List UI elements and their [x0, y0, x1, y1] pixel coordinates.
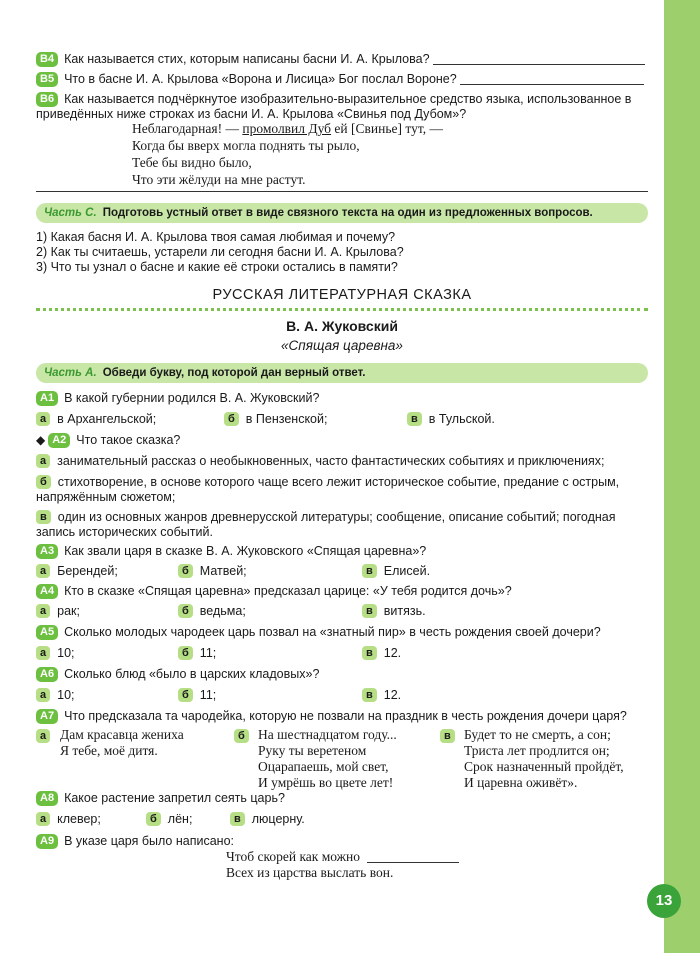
option-c-line1: Будет то не смерть, а сон; — [464, 727, 611, 742]
part-instruction: Подготовь устный ответ в виде связного текста на один из предложенных вопросов. — [102, 207, 593, 219]
option-a[interactable] — [36, 453, 604, 469]
option-text: рак; — [57, 604, 80, 618]
option-b[interactable] — [146, 811, 192, 827]
question-text: Как называется подчёркнутое изобразительно-выразительное средство языка, использованное в — [64, 92, 632, 106]
part-label: Часть С. — [44, 207, 97, 219]
option-text: Елисей. — [383, 564, 431, 578]
part-c-item-3: 3) Что ты узнал о басне и какие её строки остались в памяти? — [36, 260, 398, 274]
option-b-line3: Оцарапаешь, мой свет, — [258, 759, 389, 774]
option-letter: в — [440, 729, 455, 743]
question-badge: А6 — [36, 667, 58, 682]
option-letter: в — [362, 604, 377, 618]
question-a7 — [36, 708, 627, 724]
option-b[interactable] — [178, 687, 216, 703]
option-letter: б — [224, 412, 239, 426]
question-text: Что такое сказка? — [76, 433, 181, 447]
option-letter: б — [178, 604, 193, 618]
option-letter: в — [230, 812, 245, 826]
option-a[interactable] — [36, 687, 75, 703]
answer-line[interactable] — [367, 862, 459, 863]
option-b[interactable] — [178, 603, 246, 619]
question-a6 — [36, 666, 319, 682]
question-badge: А1 — [36, 391, 58, 406]
poem-text: Неблагодарная! — — [132, 121, 243, 136]
part-label: Часть А. — [44, 367, 97, 379]
option-a-line1: Дам красавца жениха — [60, 727, 184, 742]
option-letter: а — [36, 729, 50, 743]
option-letter: б — [178, 688, 193, 702]
option-letter: в — [362, 564, 377, 578]
section-title: РУССКАЯ ЛИТЕРАТУРНАЯ СКАЗКА — [212, 287, 472, 303]
question-badge: А7 — [36, 709, 58, 724]
question-b6-line2: приведённых ниже строках из басни И. А. Крылова «Свинья под Дубом»? — [36, 107, 467, 121]
option-text: один из основных жанров древнерусской литературы; сообщение, описание событий; погодная — [57, 510, 616, 524]
question-text: В какой губернии родился В. А. Жуковский? — [64, 391, 320, 405]
question-text: Какое растение запретил сеять царь? — [64, 791, 285, 805]
part-c-item-2: 2) Как ты считаешь, устарели ли сегодня басни И. А. Крылова? — [36, 245, 404, 259]
question-badge: А5 — [36, 625, 58, 640]
option-a[interactable] — [36, 645, 75, 661]
option-letter: а — [36, 454, 50, 468]
option-text: клевер; — [57, 812, 101, 826]
question-a8 — [36, 790, 285, 806]
option-c[interactable] — [36, 509, 616, 525]
option-c[interactable] — [230, 811, 305, 827]
option-letter: б — [178, 564, 193, 578]
option-b[interactable] — [36, 474, 619, 490]
question-badge: B5 — [36, 72, 58, 87]
question-a5 — [36, 624, 601, 640]
option-text: люцерну. — [251, 812, 305, 826]
question-badge: А4 — [36, 584, 58, 599]
option-text: ведьма; — [199, 604, 246, 618]
option-letter: в — [36, 510, 51, 524]
question-badge: А9 — [36, 834, 58, 849]
option-letter: а — [36, 412, 50, 426]
option-b-line4: И умрёшь во цвете лет! — [258, 775, 394, 790]
option-letter: а — [36, 812, 50, 826]
option-c[interactable] — [362, 645, 401, 661]
option-text: 11; — [199, 688, 217, 702]
decree-line-1 — [226, 848, 459, 865]
option-text: 10; — [57, 688, 75, 702]
option-letter: в — [362, 646, 377, 660]
option-c-line2: запись исторических событий. — [36, 525, 213, 539]
option-text: Матвей; — [199, 564, 247, 578]
option-text: 12. — [383, 646, 402, 660]
poem-line-4: Что эти жёлуди на мне растут. — [132, 172, 306, 187]
question-b4 — [36, 51, 645, 67]
option-letter: а — [36, 564, 50, 578]
question-badge: B6 — [36, 92, 58, 107]
option-b-line2: напряжённым сюжетом; — [36, 490, 176, 504]
question-a2 — [36, 432, 180, 448]
option-text: в Тульской. — [428, 412, 495, 426]
option-a[interactable] — [36, 727, 57, 745]
part-a-strip — [36, 363, 648, 383]
option-letter: б — [178, 646, 193, 660]
option-b[interactable] — [234, 727, 256, 745]
question-text: Как звали царя в сказке В. А. Жуковского «Спящая царевна»? — [64, 544, 427, 558]
question-a9 — [36, 833, 234, 849]
option-c-line3: Срок назначенный пройдёт, — [464, 759, 624, 774]
author-name: В. А. Жуковский — [286, 318, 398, 334]
question-badge: А8 — [36, 791, 58, 806]
option-text: стихотворение, в основе которого чаще всего лежит историческое событие, предание с острым, — [57, 475, 620, 489]
poem-line-1 — [132, 120, 443, 137]
option-a-line2: Я тебе, моё дитя. — [60, 743, 158, 758]
option-text: лён; — [167, 812, 193, 826]
question-badge: А2 — [48, 433, 70, 448]
poem-text: ей [Свинье] тут, — — [331, 121, 443, 136]
option-letter: б — [36, 475, 51, 489]
question-a3 — [36, 543, 426, 559]
answer-line[interactable] — [460, 84, 644, 85]
option-b[interactable] — [224, 411, 327, 427]
question-text: Сколько молодых чародеек царь позвал на «знатный пир» в честь рождения своей дочери? — [64, 625, 601, 639]
option-text: в Пензенской; — [245, 412, 328, 426]
diamond-icon: ◆ — [36, 433, 46, 447]
question-text: Как называется стих, которым написаны басни И. А. Крылова? — [64, 52, 430, 66]
option-text: в Архангельской; — [57, 412, 157, 426]
option-c-line4: И царевна оживёт». — [464, 775, 578, 790]
question-badge: B4 — [36, 52, 58, 67]
answer-line[interactable] — [433, 64, 645, 65]
poem-line-2: Когда бы вверх могла поднять ты рыло, — [132, 138, 360, 153]
option-c[interactable] — [440, 727, 462, 745]
option-letter: а — [36, 604, 50, 618]
part-c-strip — [36, 203, 648, 223]
option-b-line2: Руку ты веретеном — [258, 743, 367, 758]
question-text: Что в басне И. А. Крылова «Ворона и Лисица» Бог послал Вороне? — [64, 72, 457, 86]
option-text: занимательный рассказ о необыкновенных, часто фантастических событиях и приключениях; — [57, 454, 605, 468]
option-b-line1: На шестнадцатом году... — [258, 727, 397, 742]
work-title: «Спящая царевна» — [281, 338, 403, 353]
part-instruction: Обведи букву, под которой дан верный ответ. — [102, 367, 366, 379]
question-a4 — [36, 583, 512, 599]
question-badge: А3 — [36, 544, 58, 559]
question-text: Сколько блюд «было в царских кладовых»? — [64, 667, 320, 681]
option-a[interactable] — [36, 603, 80, 619]
option-b[interactable] — [178, 563, 247, 579]
section-divider — [36, 308, 648, 311]
underlined-phrase: промолвил Дуб — [242, 121, 332, 136]
option-text: витязь. — [383, 604, 426, 618]
option-text: 11; — [199, 646, 217, 660]
option-b[interactable] — [178, 645, 216, 661]
option-a[interactable] — [36, 563, 118, 579]
option-text: Берендей; — [57, 564, 118, 578]
option-a[interactable] — [36, 811, 101, 827]
option-c-line2: Триста лет продлится он; — [464, 743, 610, 758]
option-letter: б — [146, 812, 161, 826]
option-c[interactable] — [362, 563, 430, 579]
option-letter: в — [407, 412, 422, 426]
option-c[interactable] — [362, 687, 401, 703]
option-letter: в — [362, 688, 377, 702]
option-letter: б — [234, 729, 249, 743]
page-margin-bar — [664, 0, 700, 953]
question-text: Кто в сказке «Спящая царевна» предсказал царице: «У тебя родится дочь»? — [64, 584, 512, 598]
question-a1 — [36, 390, 319, 406]
option-text: 12. — [383, 688, 402, 702]
question-b5 — [36, 71, 644, 87]
question-text: В указе царя было написано: — [64, 834, 234, 848]
part-c-item-1: 1) Какая басня И. А. Крылова твоя самая любимая и почему? — [36, 230, 396, 244]
decree-text: Чтоб скорей как можно — [226, 849, 360, 864]
page-number: 13 — [647, 884, 681, 918]
option-a[interactable] — [36, 411, 156, 427]
option-text: 10; — [57, 646, 75, 660]
decree-line-2: Всех из царства выслать вон. — [226, 865, 394, 880]
option-letter: а — [36, 646, 50, 660]
option-c[interactable] — [407, 411, 495, 427]
option-c[interactable] — [362, 603, 426, 619]
question-b6 — [36, 91, 631, 107]
option-letter: а — [36, 688, 50, 702]
answer-line[interactable] — [36, 191, 648, 192]
question-text: Что предсказала та чародейка, которую не позвали на праздник в честь рождения дочери царя? — [64, 709, 627, 723]
poem-line-3: Тебе бы видно было, — [132, 155, 252, 170]
